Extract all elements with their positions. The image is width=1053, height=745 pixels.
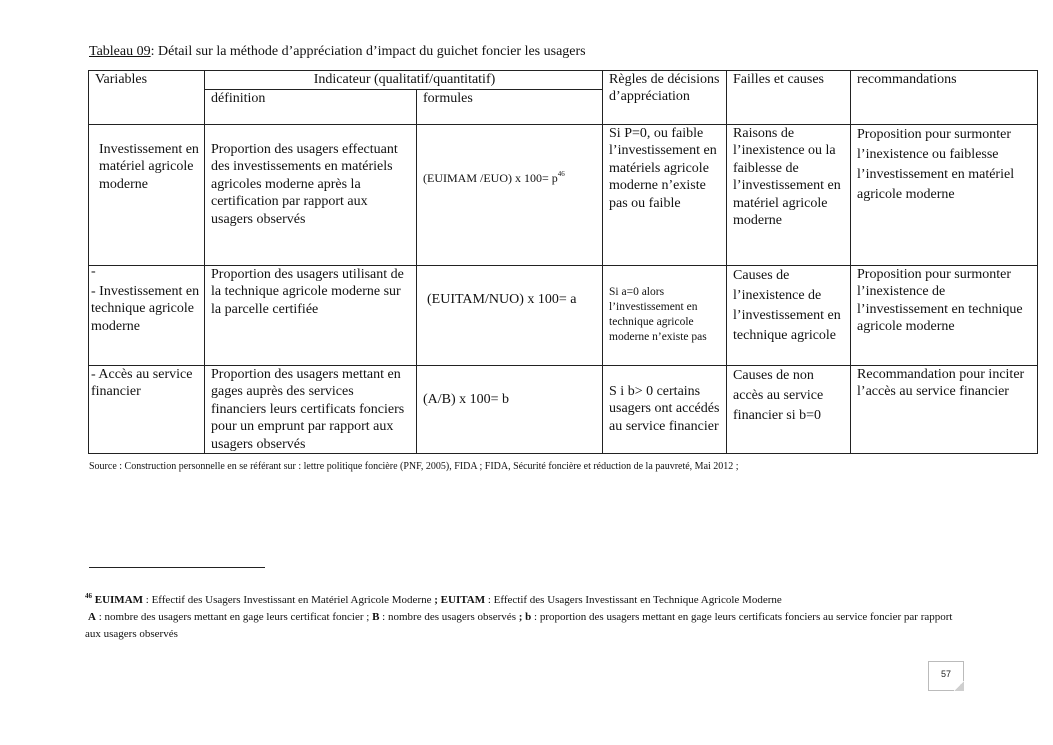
row1-formule — [417, 125, 603, 266]
header-formules: formules — [417, 90, 603, 125]
table-row — [89, 125, 1038, 266]
row2-variable — [89, 266, 205, 366]
impact-assessment-table — [88, 70, 1038, 454]
footnote-euitam-def: : Effectif des Usagers Investissant en Technique Agricole Moderne — [485, 594, 782, 606]
row1-formule-text: (EUIMAM /EUO) x 100= p — [423, 171, 558, 185]
row3-formule: (A/B) x 100= b — [417, 366, 603, 454]
header-variables: Variables — [89, 71, 205, 125]
row3-variable: - Accès au service financier — [89, 366, 205, 454]
footnote-b-def: : nombre des usagers observés — [379, 611, 519, 623]
footnote-euitam-term: EUITAM — [440, 594, 486, 606]
header-recommandations: recommandations — [851, 71, 1038, 125]
row3-regle: S i b> 0 certains usagers ont accédés au service financier — [603, 366, 727, 454]
header-definition: définition — [205, 90, 417, 125]
table-header-row — [89, 71, 1038, 90]
table-caption-text: : Détail sur la méthode d’appréciation d’impact du guichet foncier les usagers — [150, 44, 586, 59]
row2-formule: (EUITAM/NUO) x 100= a — [417, 266, 603, 366]
footnote-separator — [89, 567, 265, 568]
table-caption — [89, 44, 586, 60]
row2-recommandation: Proposition pour surmonter l’inexistence de l’investissement en technique agricole moderne — [851, 266, 1038, 366]
footnote-bl-term: b — [525, 611, 532, 623]
row3-failles: Causes de non accès au service financier si b=0 — [727, 366, 851, 454]
row3-definition: Proportion des usagers mettant en gages auprès des services financiers leurs certificats fonciers pour un emprunt par rapport aux usagers observés — [205, 366, 417, 454]
header-indicateur: Indicateur (qualitatif/quantitatif) — [205, 71, 603, 90]
footnote-number: 46 — [85, 592, 92, 600]
footnote-sep2: ; — [518, 611, 526, 623]
footnote-b-term: B — [372, 611, 380, 623]
table-row — [89, 266, 1038, 366]
row2-failles: Causes de l’inexistence de l’investissement en technique agricole — [727, 266, 851, 366]
footnote-euimam-term: EUIMAM — [94, 594, 144, 606]
row1-failles: Raisons de l’inexistence ou la faiblesse de l’investissement en matériel agricole moderne — [727, 125, 851, 266]
page-number: 57 — [928, 661, 964, 691]
row2-regle: Si a=0 alors l’investissement en technique agricole moderne n’existe pas — [603, 266, 727, 366]
row1-regle: Si P=0, ou faible l’investissement en matériels agricole moderne n’existe pas ou faible — [603, 125, 727, 266]
footnote-euimam-def: : Effectif des Usagers Investissant en Matériel Agricole Moderne — [143, 594, 435, 606]
row1-recommandation: Proposition pour surmonter l’inexistence ou faiblesse l’investissement en matériel agricole moderne — [851, 125, 1038, 266]
row1-definition: Proportion des usagers effectuant des investissements en matériels agricoles moderne après la certification par rapport aux usagers observés — [205, 125, 417, 266]
row3-recommandation: Recommandation pour inciter l’accès au service financier — [851, 366, 1038, 454]
header-regles: Règles de décisions d’appréciation — [603, 71, 727, 125]
footnote-bl-def: : proportion des usagers mettant en gage leurs certificats fonciers au service foncier par rapport aux usagers observés — [85, 611, 953, 640]
footnote-sep1: ; — [434, 594, 441, 606]
footnote — [85, 592, 965, 643]
table-caption-label: Tableau 09 — [89, 44, 151, 59]
row1-footnote-ref: 46 — [557, 170, 565, 178]
footnote-a-term: A — [88, 611, 96, 623]
table-source: Source : Construction personnelle en se référant sur : lettre politique foncière (PNF, 2005), FIDA ; FIDA, Sécurité foncière et réduction de la pauvreté, Mai 2012 ; — [89, 461, 739, 472]
row2-variable-marker: - — [91, 264, 96, 279]
row1-variable: Investissement en matériel agricole moderne — [89, 125, 205, 266]
row2-definition: Proportion des usagers utilisant de la technique agricole moderne sur la parcelle certifiée — [205, 266, 417, 366]
table-row — [89, 366, 1038, 454]
row2-variable-text: - Investissement en technique agricole moderne — [91, 284, 200, 334]
footnote-a-def: : nombre des usagers mettant en gage leurs certificat foncier ; — [95, 611, 373, 623]
header-failles: Failles et causes — [727, 71, 851, 125]
